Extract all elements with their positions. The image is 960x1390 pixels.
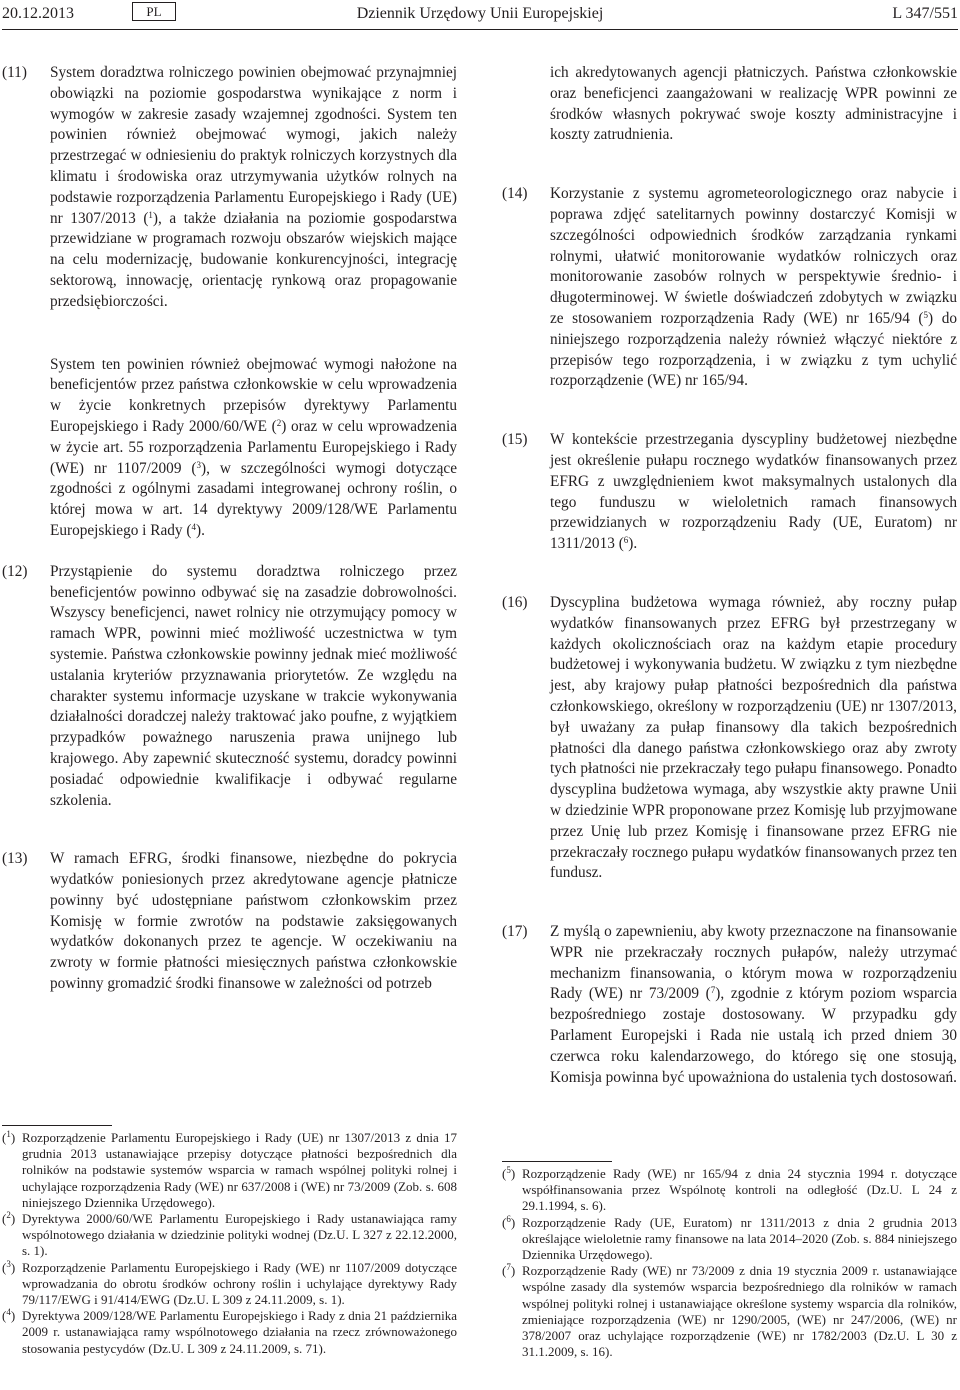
recital-number: (11) — [2, 64, 27, 81]
footnote-text: Rozporządzenie Rady (WE) nr 165/94 z dnia 24 stycznia 1994 r. dotyczące współfinansowania przez Wspólnotę kontroli na odległość (Dz.U. L 24 z 29.1.1994, s. 6). — [522, 1166, 957, 1214]
recital-paragraph: Dyscyplina budżetowa wymaga również, aby roczny pułap wydatków finansowanych przez EFRG był przestrzegany w każdych okolicznościach oraz na każdym etapie procedury budżetowej i wykonywania budżetu. W związku z tym niezbędne jest, aby krajowy pułap płatności bezpośrednich dla państwa członkowskiego, określony w rozporządzeniu (UE) nr 1307/2013, był uważany za pułap finansowy dla takich bezpośrednich płatności dla danego państwa członkowskiego oraz aby zwroty tych płatności nie przekraczały tego pułapu finansowego. Ponadto dyscyplina budżetowa wymaga, aby wszystkie akty prawne Unii w dziedzinie WPR proponowane przez Komisję lub przyjmowane przez Unię lub przez Komisję i finansowane przez EFRG nie przekraczały rocznego pułapu wydatków finansowanych przez ten fundusz. — [550, 593, 957, 882]
footnote-4 — [2, 1308, 457, 1357]
recital-paragraph: W kontekście przestrzegania dyscypliny budżetowej niezbędne jest określenie pułapu rocznego wydatków finansowanych przez EFRG z uwzględnieniem kwot maksymalnych ustalonych dla tego funduszu w wieloletnich ramach finansowych przewidzianych w rozporządzeniu Rady (UE, Euratom) nr 1311/2013 ($^6$). — [550, 431, 957, 553]
footnote-text: Rozporządzenie Rady (UE, Euratom) nr 1311/2013 z dnia 2 grudnia 2013 określające wieloletnie ramy finansowe na lata 2014–2020 (Zob. s. 884 niniejszego Dziennika Urzędowego). — [522, 1214, 957, 1263]
footnote-5 — [502, 1166, 957, 1215]
recital-11 — [2, 63, 457, 542]
header-date: 20.12.2013 — [2, 5, 74, 22]
recital-13-continued — [502, 63, 957, 146]
footnote-number: ($^2$) — [2, 1210, 16, 1227]
recital-12 — [2, 562, 457, 812]
recital-16 — [502, 593, 957, 884]
recital-paragraph: Przystąpienie do systemu doradztwa rolniczego przez beneficjentów powinno odbywać się na zasadzie dobrowolności. Wszyscy beneficjenci, nawet rolnicy nie otrzymujący pomocy w ramach WPR, powinni mieć możliwość uczestnictwa w tym systemie. Państwa członkowskie powinny jednak mieć możliwość ustalania kryteriów przyznawania priorytetów. Ze względu na charakter systemu informacje uzyskane w trakcie wykonywania działalności doradczej należy traktować jako poufne, z wyjątkiem przypadków poważnego naruszenia prawa unijnego lub krajowego. Aby zapewnić skuteczność systemu, doradcy powinni posiadać odpowiednie kwalifikacje i odbywać regularne szkolenia. — [50, 562, 457, 809]
language-badge: PL — [132, 2, 176, 21]
right-column — [502, 63, 958, 1360]
recital-paragraph: Z myślą o zapewnieniu, aby kwoty przeznaczone na finansowanie WPR nie przekraczały rocznych pułapów, należy utrzymać mechanizm finansowania, o którym mowa w rozporządzeniu Rady (WE) nr 73/2009 ($^7$), zgodnie z którym poziom wsparcia bezpośredniego zostaje dostosowany. W przypadku gdy Parlament Europejski i Rada nie ustalą ich przed dniem 30 czerwca roku kalendarzowego, do którego się one stosują, Komisja powinna być upoważniona do ustalenia tych dostosowań. — [550, 923, 957, 1086]
recital-paragraph: System ten powinien również obejmować wymogi nałożone na beneficjentów przez państwa członkowskie w celu wprowadzenia w życie konkretnych przepisów dyrektywy Parlamentu Europejskiego i Rady 2000/60/WE ($^2$) oraz w celu wprowadzenia w życie art. 55 rozporządzenia Parlamentu Europejskiego i Rady (WE) nr 1107/2009 ($^3$), w szczególności wymogi dotyczące zgodności z ogólnymi zasadami integrowanej ochrony roślin, o której mowa w art. 14 dyrektywy 2009/128/WE Parlamentu Europejskiego i Rady ($^4$). — [50, 355, 457, 539]
footnote-number: ($^4$) — [2, 1307, 16, 1324]
recital-number: (14) — [502, 185, 528, 203]
recital-13 — [2, 849, 457, 995]
page-header — [0, 0, 960, 40]
recital-paragraph: Korzystanie z systemu agrometeorologicznego oraz nabycie i poprawa zdjęć satelitarnych powinny dostarczyć Komisji w szczególności odpowiednich środków zarządzania rynkami rolnymi, ułatwić monitorowanie wydatków rolniczych oraz monitorowanie zasobów rolnych w perspektywie średnio- i długoterminowej. W świetle doświadczeń zdobytych w związku ze stosowaniem rozporządzenia Rady (WE) nr 165/94 ($^5$) do niniejszego rozporządzenia należy również włączyć niektóre z przepisów tego rozporządzenia, i w związku z tym uchylić rozporządzenie (WE) nr 165/94. — [550, 185, 958, 390]
header-journal-title: Dziennik Urzędowy Unii Europejskiej — [356, 5, 604, 22]
footnote-rule — [2, 1125, 112, 1126]
recital-number: (13) — [2, 850, 28, 868]
recital-number: (16) — [502, 593, 528, 611]
footnote-number: ($^1$) — [2, 1129, 16, 1145]
footnote-2 — [2, 1211, 457, 1260]
footnote-7 — [502, 1263, 957, 1360]
footnote-number: ($^6$) — [502, 1213, 516, 1230]
recital-paragraph: System doradztwa rolniczego powinien obejmować przynajmniej obowiązki na poziomie gospodarstwa wynikające z norm i wymogów w zakresie zasady wzajemnej zgodności. System ten powinien również obejmować wymogi, jakich należy przestrzegać w odniesieniu do praktyk rolniczych korzystnych dla klimatu i środowiska oraz utrzymywania użytków rolnych na podstawie rozporządzenia Parlamentu Europejskiego i Rady (UE) nr 1307/2013 ($^1$), a także działania na poziomie gospodarstwa przewidziane w programach rozwoju obszarów wiejskich mające na celu modernizację, budowanie konkurencyjności, integrację sektorową, innowację, orientację rynkową oraz propagowanie przedsiębiorczości. — [50, 64, 457, 310]
footnote-text: Dyrektywa 2009/128/WE Parlamentu Europejskiego i Rady z dnia 21 października 2009 r. ustanawiająca ramy wspólnotowego działania na rzecz zrównoważonego stosowania pestycydów (Dz.U. L 309 z 24.11.2009, s. 71). — [22, 1308, 457, 1356]
recital-number — [502, 63, 550, 146]
footnote-text: Rozporządzenie Parlamentu Europejskiego i Rady (WE) nr 1107/2009 dotyczące wprowadzania do obrotu środków ochrony roślin i uchylające dyrektywy Rady 79/117/EWG i 91/414/EWG (Dz.U. L 309 z 24.11.2009, s. 1). — [22, 1259, 457, 1308]
recital-number: (17) — [502, 923, 528, 941]
recital-15 — [502, 430, 957, 555]
footnote-text: Rozporządzenie Rady (WE) nr 73/2009 z dnia 19 stycznia 2009 r. ustanawiające wspólne zasady dla systemów wsparcia bezpośredniego dla rolników w ramach wspólnej polityki rolnej i ustanawiające określone systemy wsparcia dla rolników, zmieniające rozporządzenia (WE) nr 1290/2005, (WE) nr 247/2006, (WE) nr 378/2007 oraz uchylające rozporządzenie (WE) nr 1782/2003 (Dz.U. L 30 z 31.1.2009, s. 16). — [522, 1263, 957, 1360]
footnote-rule — [502, 1161, 612, 1162]
footnote-number: ($^7$) — [502, 1262, 516, 1279]
recital-paragraph: ich akredytowanych agencji płatniczych. Państwa członkowskie oraz beneficjenci zaangażowani w realizację WPR powinni ze środków własnych pokrywać swoje koszty administracyjne i koszty zatrudnienia. — [550, 64, 957, 144]
footnote-number: ($^3$) — [2, 1258, 16, 1275]
right-footnotes — [502, 1161, 957, 1360]
footnote-3 — [2, 1260, 457, 1309]
footnote-text: Rozporządzenie Parlamentu Europejskiego i Rady (UE) nr 1307/2013 z dnia 17 grudnia 2013 ustanawiające przepisy dotyczące płatności bezpośrednich dla rolników na podstawie systemów wsparcia w ramach wspólnej polityki rolnej i uchylające rozporządzenia Rady (WE) nr 637/2008 i (WE) nr 73/2009 (Zob. s. 608 niniejszego Dziennika Urzędowego). — [22, 1130, 457, 1210]
header-rule — [2, 29, 958, 30]
left-column — [2, 63, 457, 1356]
left-footnotes — [2, 1125, 457, 1357]
recital-number: (12) — [2, 562, 28, 580]
footnote-1 — [2, 1130, 457, 1211]
recital-17 — [502, 922, 957, 1088]
recital-paragraph: W ramach EFRG, środki finansowe, niezbędne do pokrycia wydatków poniesionych przez akredytowane agencje płatnicze powinny być udostępniane państwom członkowskim przez Komisję w formie zwrotów na podstawie zaksięgowanych wydatków dokonanych przez te agencje. W oczekiwaniu na zwroty w formie płatności miesięcznych państwa członkowskie powinny gromadzić środki finansowe w zależności od potrzeb — [50, 850, 457, 993]
header-page-number: L 347/551 — [892, 5, 958, 22]
footnote-number: ($^5$) — [502, 1165, 516, 1181]
footnote-6 — [502, 1215, 957, 1264]
recital-number: (15) — [502, 431, 528, 449]
footnote-text: Dyrektywa 2000/60/WE Parlamentu Europejskiego i Rady ustanawiająca ramy wspólnotowego działania w dziedzinie polityki wodnej (Dz.U. L 327 z 22.12.2000, s. 1). — [22, 1211, 457, 1259]
recital-14 — [502, 184, 957, 392]
